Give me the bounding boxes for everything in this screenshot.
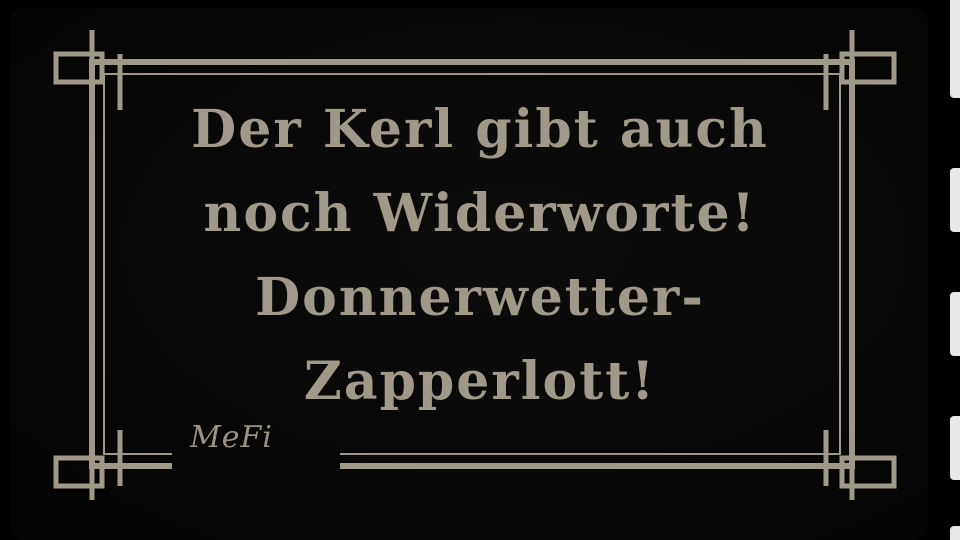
film-perforation xyxy=(950,416,960,480)
intertitle-line-3: Donnerwetter- xyxy=(255,267,705,328)
film-perforation xyxy=(950,526,960,540)
film-perforation xyxy=(950,292,960,356)
intertitle-text xyxy=(110,88,850,424)
signature-mefi: MeFi xyxy=(190,420,273,455)
film-perforation xyxy=(950,34,960,98)
film-perforation-strip xyxy=(946,0,960,540)
intertitle-line-2: noch Widerworte! xyxy=(203,183,757,244)
intertitle-line-1: Der Kerl gibt auch xyxy=(191,99,769,160)
intertitle-line-4: Zapperlott! xyxy=(303,351,657,412)
film-perforation xyxy=(950,168,960,232)
